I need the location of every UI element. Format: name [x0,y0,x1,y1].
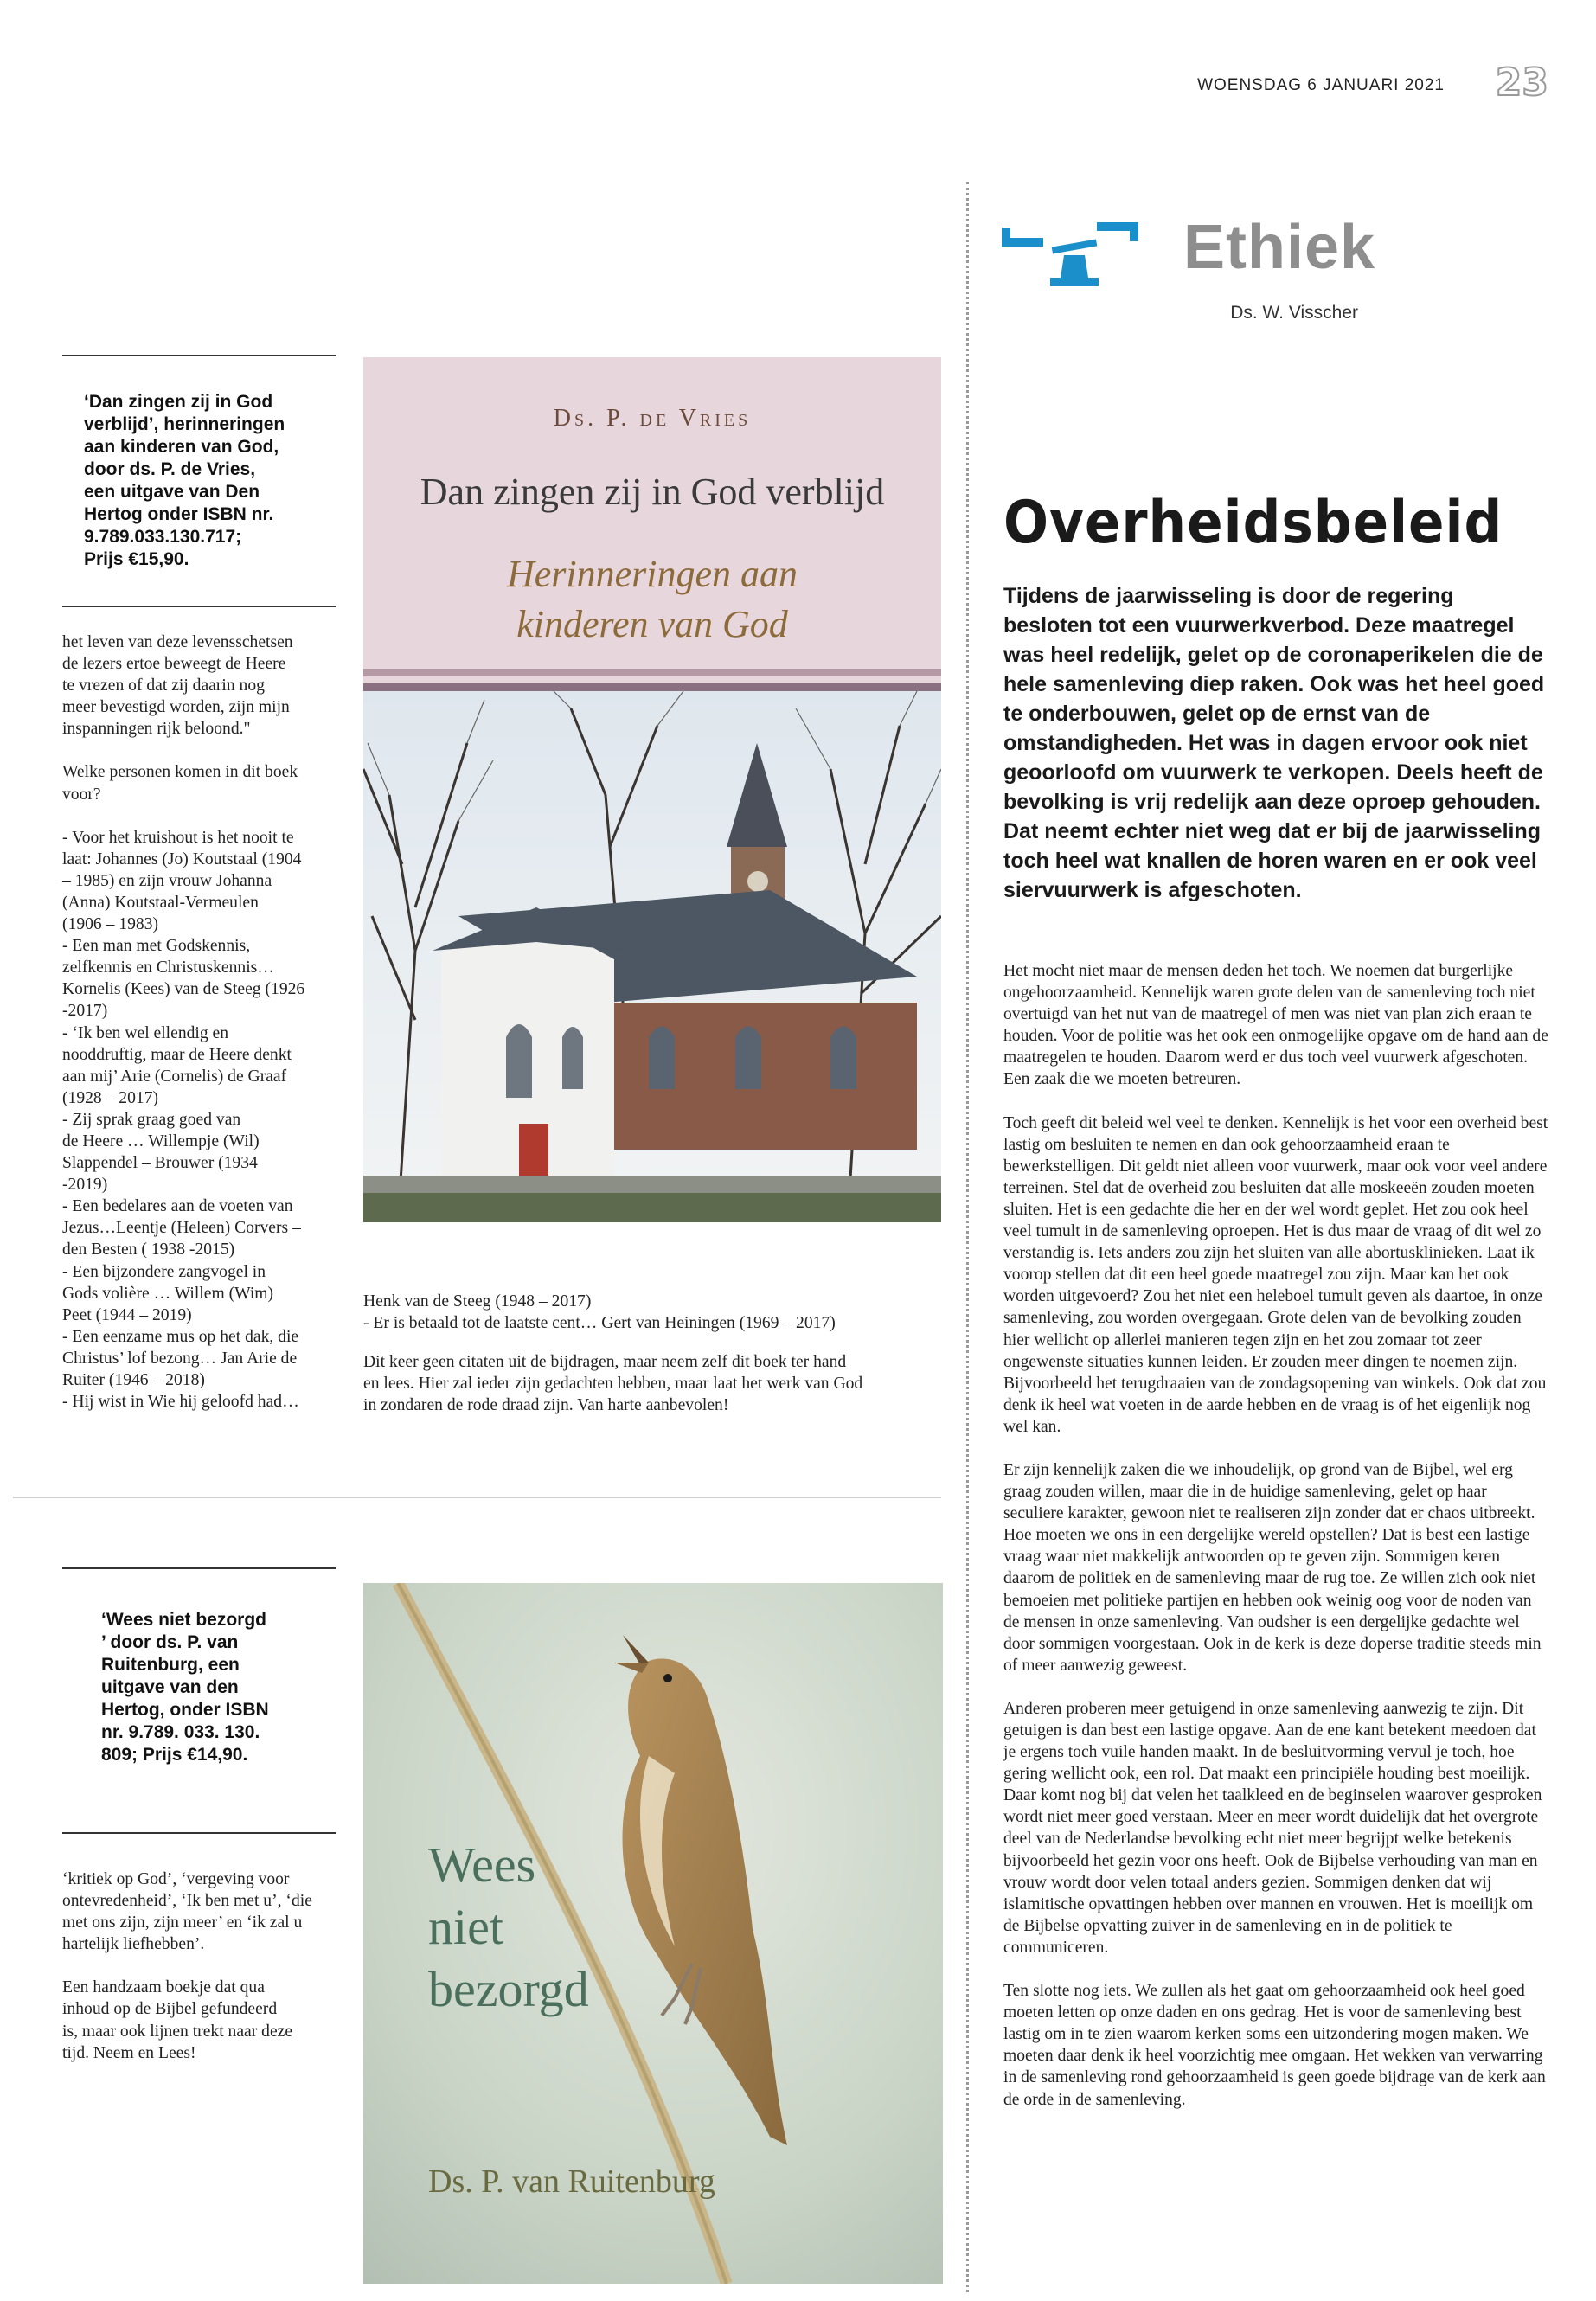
review-paragraph: Dit keer geen citaten uit de bijdragen, maar neem zelf dit boek ter hand en lees. Hier zal ieder zijn gedachten hebben, maar laat het werk van God in zondaren de rode draad zijn. Van harte aanbevolen! [363,1353,863,1415]
cover-title: Dan zingen zij in God verblijd [420,471,885,513]
cover-band [363,669,941,676]
article-body [1003,960,1548,2132]
caption-line: 809; Prijs €14,90. [101,1745,248,1765]
section-divider [13,1497,941,1498]
section-title: Ethiek [1183,213,1376,282]
church-photo [363,691,941,1222]
caption-line: aan kinderen van God, [84,437,279,457]
book-caption [84,391,343,571]
author-byline: Ds. W. Visscher [1230,303,1358,323]
review-body-left [62,631,356,1434]
article-paragraph: Er zijn kennelijk zaken die we inhoudelijk, op grond van de Bijbel, wel erg graag zouden willen, maar die in de huidige samenleving, gelet op haar seculiere karakter, gewoon niet te realiseren zijn zonder dat er chaos uitbreekt. Hoe moeten we ons in een dergelijke wereld opstellen? Dat is best een lastige vraag waar niet makkelijk antwoorden op te geven zijn. Sommigen keren daarom de politiek en de samenleving maar de rug toe. Ze willen zich ook niet bemoeien met politieke partijen en hebben ook weinig oog voor de noden van de mensen in onze samenleving. Van oudsher is een dergelijke gedachte wel door sommigen voorgestaan. Ook in de kerk is deze doperse traditie steeds min of meer aanwezig geweest. [1003,1460,1542,1675]
caption-rule-top [62,355,336,356]
caption-line: door ds. P. de Vries, [84,459,256,479]
book-caption [101,1609,343,1766]
caption-line: een uitgave van Den [84,482,260,502]
caption-line: Ruitenburg, een [101,1655,240,1675]
headline: Overheidsbeleid [1003,489,1503,557]
cover-author: Ds. P. de Vries [553,405,752,432]
review-paragraph: Welke personen komen in dit boek voor? [62,763,298,804]
caption-line: ‘Wees niet bezorgd [101,1610,266,1630]
scales-icon [1002,212,1140,288]
review-paragraph: het leven van deze levensschetsen de lezers ertoe beweegt de Heere te vrezen of dat zij daarin nog meer bevestigd worden, zijn mijn inspanningen rijk beloond." [62,633,293,739]
review-paragraph: Een handzaam boekje dat qua inhoud op de Bijbel gefundeerd is, maar ook lijnen trekt naar deze tijd. Neem en Lees! [62,1978,293,2062]
caption-line: nr. 9.789. 033. 130. [101,1722,260,1742]
review-body-mid [363,1291,943,1433]
article-paragraph: Het mocht niet maar de mensen deden het toch. We noemen dat burgerlijke ongehoorzaamheid. Kennelijk waren grote delen van de samenleving toch niet overtuigd van het nut van de maatregel of men was niet van plan zich eraan te houden. Voor de politie was het ook een onmogelijke opgave om de hand aan de maatregelen te houden. Daarom werd er dus toch veel vuurwerk afgeschoten. Een zaak die we moeten betreuren. [1003,962,1548,1089]
book-cover-2 [363,1583,943,2284]
article-paragraph: Anderen proberen meer getuigend in onze samenleving aanwezig te zijn. Dit getuigen is dan best een lastige opgave. Aan de ene kant betekent meedoen dat je ergens toch vuile handen maakt. In de besluitvorming vervul je toch, hoe gering wellicht ook, een rol. Dat maakt een principiële houding best moeilijk. Daar komt nog bij dat velen het taalkleed en de beginselen waarover gesproken wordt niet meer goed verstaan. Meer en meer wordt duidelijk dat het overgrote deel van de Nederlandse bevolking echt niet meer begrijpt welke betekenis bijvoorbeeld het gezin voor ons heeft. Ook de Bijbelse verhouding van man en vrouw wordt door velen totaal anders gezien. Sommigen denken dat wij islamitische opvattingen hebben over mannen en vrouwen. Het is moeilijk om de Bijbelse opvatting zuiver in de samenleving en in de politiek te communiceren. [1003,1699,1542,1957]
review-paragraph: ‘kritiek op God’, ‘vergeving voor ontevredenheid’, ‘Ik ben met u’, ‘die met ons zijn, zijn meer’ en ‘ik zal u hartelijk liefhebben’. [62,1870,312,1954]
caption-line: ’ door ds. P. van [101,1632,239,1652]
caption-line: Hertog, onder ISBN [101,1700,269,1720]
cover-title: Wees niet bezorgd [428,1836,589,2017]
caption-line: Hertog onder ISBN nr. [84,504,274,524]
issue-date: WOENSDAG 6 JANUARI 2021 [1197,76,1445,94]
article-paragraph: Toch geeft dit beleid wel veel te denken. Kennelijk is het voor een overheid best lastig om besluiten te nemen en dan ook gehoorzaamheid eraan te bewerkstelligen. Dit geldt niet alleen voor vuurwerk, maar ook voor veel andere terreinen. Stel dat de overheid zou besluiten dat alle moskeeën zouden moeten sluiten. Het is een gedachte die her en der wel wordt geplet. Het zou ook heel veel tumult in de samenleving oproepen. Het is dus maar de vraag of dit wel zo verstandig is. Iets anders zou zijn het sluiten van alle abortusklinieken. Laat ik voorop stellen dat dit een heel goede maatregel zou zijn. Maar kan het ook worden uitgevoerd? Zou het niet een heleboel tumult geven als daartoe, in onze samenleving, zou worden overgegaan. Grote delen van de bevolking zouden hier wellicht op allerlei manieren tegen zijn en het zou zomaar tot zeer ongewenste situaties kunnen leiden. Er zouden meer dingen te noemen zijn. Bijvoorbeeld het terugdraaien van de zondagsopening van winkels. Ook dat zou denk ik heel wat voeten in de aarde hebben en de vraag is of het eigenlijk nog wel kan. [1003,1113,1548,1436]
caption-line: Prijs €15,90. [84,549,189,569]
caption-rule-bottom [62,606,336,607]
caption-rule-bottom [62,1832,336,1834]
cover-author: Ds. P. van Ruitenburg [428,2163,715,2200]
book-cover-1 [363,357,941,1222]
review-paragraph: - Voor het kruishout is het nooit te laat: Johannes (Jo) Koutstaal (1904 – 1985) en zijn vrouw Johanna (Anna) Koutstaal-Vermeulen (1906 – 1983) - Een man met Godskennis, zelfkennis en Christuskennis… Kornelis (Kees) van de Steeg (1926 -2017) - ‘Ik ben wel ellendig en nooddruftig, maar de Heere denkt aan mij’ Arie (Cornelis) de Graaf (1928 – 2017) - Zij sprak graag goed van de Heere … Willempje (Wil) Slappendel – Brouwer (1934 -2019) - Een bedelares aan de voeten van Jezus…Leentje (Heleen) Corvers – den Besten ( 1938 -2015) - Een bijzondere zangvogel in Gods volière … Willem (Wim) Peet (1944 – 2019) - Een eenzame mus op het dak, die Christus’ lof bezong… Jan Arie de Ruiter (1946 – 2018) - Hij wist in Wie hij geloofd had… [62,828,305,1412]
lede: Tijdens de jaarwisseling is door de regering besloten tot een vuurwerkverbod. Deze maatregel was heel redelijk, gelet op de coronaperikelen die de hele samenleving diep raken. Ook was het heel goed te onderbouwen, gelet op de ernst van de omstandigheden. Het was in dagen ervoor ook niet geoorloofd om vuurwerk te verkopen. Deels heeft de bevolking is vrij redelijk aan deze oproep gehouden. Dat neemt echter niet weg dat er bij de jaarwisseling toch heel wat knallen de horen waren en er ook veel siervuurwerk is afgeschoten. [1003,584,1545,902]
caption-line: verblijd’, herinneringen [84,414,285,434]
column-divider [966,182,969,2292]
caption-line: 9.789.033.130.717; [84,527,242,547]
review-body-left [62,1868,356,2086]
caption-line: ‘Dan zingen zij in God [84,392,273,412]
article-paragraph: Ten slotte nog iets. We zullen als het gaat om gehoorzaamheid ook heel goed moeten letten op onze daden en ons gedrag. Het is voor de samenleving best lastig om in te zien waarom kerken soms een uitzondering mogen maken. We moeten daar denk ik heel voorzichtig mee omgaan. Het wekken van verwarring in de samenleving rond gehoorzaamheid is geen goede bijdrage van de kerk aan de orde in de samenleving. [1003,1982,1546,2109]
page-number: 23 [1495,61,1548,105]
caption-line: uitgave van den [101,1677,239,1697]
review-paragraph: Henk van de Steeg (1948 – 2017) - Er is betaald tot de laatste cent… Gert van Heiningen (1969 – 2017) [363,1292,836,1333]
cover-band [363,683,941,691]
cover-subtitle: Herinneringen aan kinderen van God [506,553,798,645]
caption-rule-top [62,1567,336,1569]
